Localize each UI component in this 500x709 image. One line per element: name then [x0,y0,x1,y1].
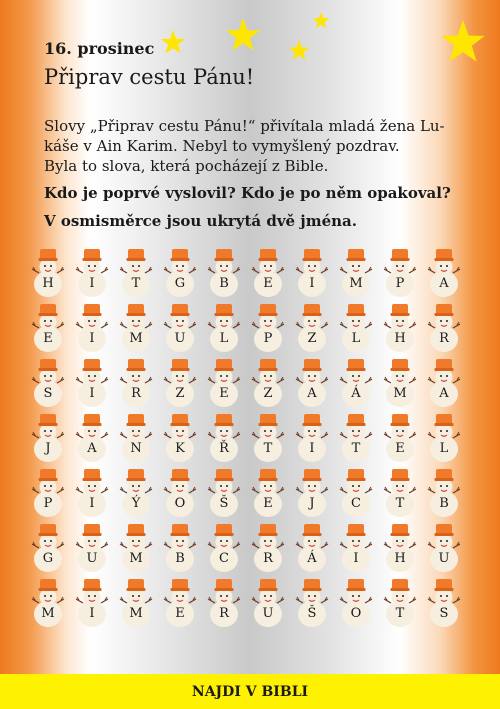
grid-cell[interactable] [246,520,290,575]
grid-letter: I [89,331,95,346]
word-search-grid [26,245,466,630]
grid-cell[interactable] [202,575,246,630]
grid-letter: H [394,551,406,566]
grid-letter: M [129,331,143,346]
grid-letter: R [439,331,449,346]
grid-letter: T [263,441,273,456]
grid-cell[interactable] [290,520,334,575]
grid-cell[interactable] [26,465,70,520]
grid-letter: A [439,276,449,291]
footer-bar [0,674,500,709]
grid-cell[interactable] [246,245,290,300]
grid-letter: A [439,386,449,401]
grid-letter: R [219,606,229,621]
grid-letter: M [349,276,363,291]
grid-letter: Á [351,386,361,401]
grid-cell[interactable] [26,245,70,300]
grid-cell[interactable] [114,575,158,630]
grid-letter: U [262,606,274,621]
grid-cell[interactable] [26,520,70,575]
grid-letter: T [351,441,361,456]
grid-letter: T [395,496,405,511]
intro-text [44,116,464,176]
grid-letter: I [89,276,95,291]
grid-letter: C [219,551,229,566]
grid-letter: A [87,441,97,456]
grid-letter: I [309,276,315,291]
grid-letter: B [439,496,449,511]
grid-letter: Z [175,386,185,401]
grid-letter: E [175,606,185,621]
grid-cell[interactable] [378,355,422,410]
grid-cell[interactable] [290,355,334,410]
star-icon [225,18,261,54]
grid-letter: I [353,551,359,566]
grid-letter: P [43,496,53,511]
instruction-text: V osmisměrce jsou ukrytá dvě jména. [44,212,357,230]
grid-letter: Z [263,386,273,401]
grid-letter: M [393,386,407,401]
grid-cell[interactable] [290,245,334,300]
grid-letter: R [263,551,273,566]
grid-letter: I [309,441,315,456]
grid-letter: I [89,386,95,401]
grid-letter: L [439,441,449,456]
grid-letter: E [395,441,405,456]
grid-cell[interactable] [70,465,114,520]
grid-letter: E [43,331,53,346]
grid-letter: T [395,606,405,621]
grid-letter: Á [307,551,317,566]
grid-cell[interactable] [202,245,246,300]
date-heading: 16. prosinec [44,39,155,58]
star-icon [288,40,310,62]
grid-cell[interactable] [334,300,378,355]
grid-cell[interactable] [334,410,378,465]
grid-cell[interactable] [26,410,70,465]
grid-letter: B [175,551,185,566]
grid-letter: P [263,331,273,346]
grid-letter: A [307,386,317,401]
grid-letter: M [129,606,143,621]
intro-line: Slovy „Připrav cestu Pánu!“ přivítala mladá žena Lu- [44,117,445,135]
grid-cell[interactable] [202,410,246,465]
grid-cell[interactable] [202,465,246,520]
grid-cell[interactable] [202,355,246,410]
grid-letter: H [394,331,406,346]
grid-cell[interactable] [70,300,114,355]
grid-cell[interactable] [334,465,378,520]
grid-cell[interactable] [158,300,202,355]
grid-cell[interactable] [290,465,334,520]
footer-label: NAJDI V BIBLI [191,683,309,700]
star-icon [440,20,486,66]
grid-letter: H [42,276,54,291]
grid-cell[interactable] [70,410,114,465]
grid-cell[interactable] [158,520,202,575]
grid-cell[interactable] [26,300,70,355]
grid-cell[interactable] [70,575,114,630]
grid-letter: L [219,331,229,346]
star-icon [312,12,330,30]
grid-letter: Z [307,331,317,346]
intro-line: káše v Ain Karim. Nebyl to vymyšlený pozdrav. [44,137,400,155]
grid-cell[interactable] [114,355,158,410]
grid-letter: E [263,276,273,291]
grid-cell[interactable] [422,465,466,520]
grid-cell[interactable] [290,300,334,355]
grid-letter: Ý [131,496,141,511]
grid-cell[interactable] [246,355,290,410]
grid-cell[interactable] [158,245,202,300]
grid-cell[interactable] [422,245,466,300]
grid-cell[interactable] [114,245,158,300]
grid-letter: O [174,496,186,511]
grid-letter: G [42,551,54,566]
grid-letter: R [131,386,141,401]
grid-letter: M [129,551,143,566]
grid-cell[interactable] [378,300,422,355]
grid-cell[interactable] [158,575,202,630]
grid-cell[interactable] [246,575,290,630]
grid-cell[interactable] [378,245,422,300]
grid-letter: C [351,496,361,511]
grid-cell[interactable] [422,300,466,355]
grid-letter: Š [219,496,229,511]
grid-letter: Ř [219,441,229,456]
grid-cell[interactable] [334,355,378,410]
grid-cell[interactable] [378,520,422,575]
grid-letter: Š [307,606,317,621]
grid-cell[interactable] [290,410,334,465]
grid-cell[interactable] [26,575,70,630]
grid-cell[interactable] [202,300,246,355]
intro-line: Byla to slova, která pocházejí z Bible. [44,157,329,175]
grid-cell[interactable] [114,465,158,520]
grid-letter: U [174,331,186,346]
grid-cell[interactable] [378,465,422,520]
grid-cell[interactable] [422,520,466,575]
grid-letter: I [89,496,95,511]
question-text: Kdo je poprvé vyslovil? Kdo je po něm opakoval? [44,184,451,202]
grid-letter: S [43,386,53,401]
grid-cell[interactable] [334,245,378,300]
grid-letter: T [131,276,141,291]
grid-cell[interactable] [422,355,466,410]
grid-cell[interactable] [114,410,158,465]
grid-letter: G [174,276,186,291]
grid-cell[interactable] [114,520,158,575]
grid-letter: L [351,331,361,346]
grid-letter: E [263,496,273,511]
grid-cell[interactable] [246,300,290,355]
grid-letter: S [439,606,449,621]
grid-cell[interactable] [246,465,290,520]
grid-letter: I [89,606,95,621]
grid-cell[interactable] [114,300,158,355]
grid-letter: P [395,276,405,291]
grid-cell[interactable] [70,355,114,410]
grid-cell[interactable] [158,355,202,410]
grid-letter: J [45,441,51,456]
grid-cell[interactable] [422,410,466,465]
grid-letter: O [350,606,362,621]
grid-letter: U [86,551,98,566]
grid-cell[interactable] [26,355,70,410]
grid-cell[interactable] [158,465,202,520]
grid-cell[interactable] [422,575,466,630]
grid-letter: E [219,386,229,401]
grid-letter: U [438,551,450,566]
grid-letter: B [219,276,229,291]
grid-letter: M [41,606,55,621]
grid-cell[interactable] [378,410,422,465]
grid-cell[interactable] [334,575,378,630]
grid-cell[interactable] [70,520,114,575]
grid-cell[interactable] [158,410,202,465]
grid-cell[interactable] [70,245,114,300]
grid-letter: N [130,441,142,456]
grid-cell[interactable] [290,575,334,630]
grid-letter: K [175,441,185,456]
grid-cell[interactable] [246,410,290,465]
star-icon [160,30,186,56]
grid-cell[interactable] [334,520,378,575]
grid-letter: J [309,496,315,511]
page-title: Připrav cestu Pánu! [44,65,255,89]
grid-cell[interactable] [202,520,246,575]
grid-cell[interactable] [378,575,422,630]
